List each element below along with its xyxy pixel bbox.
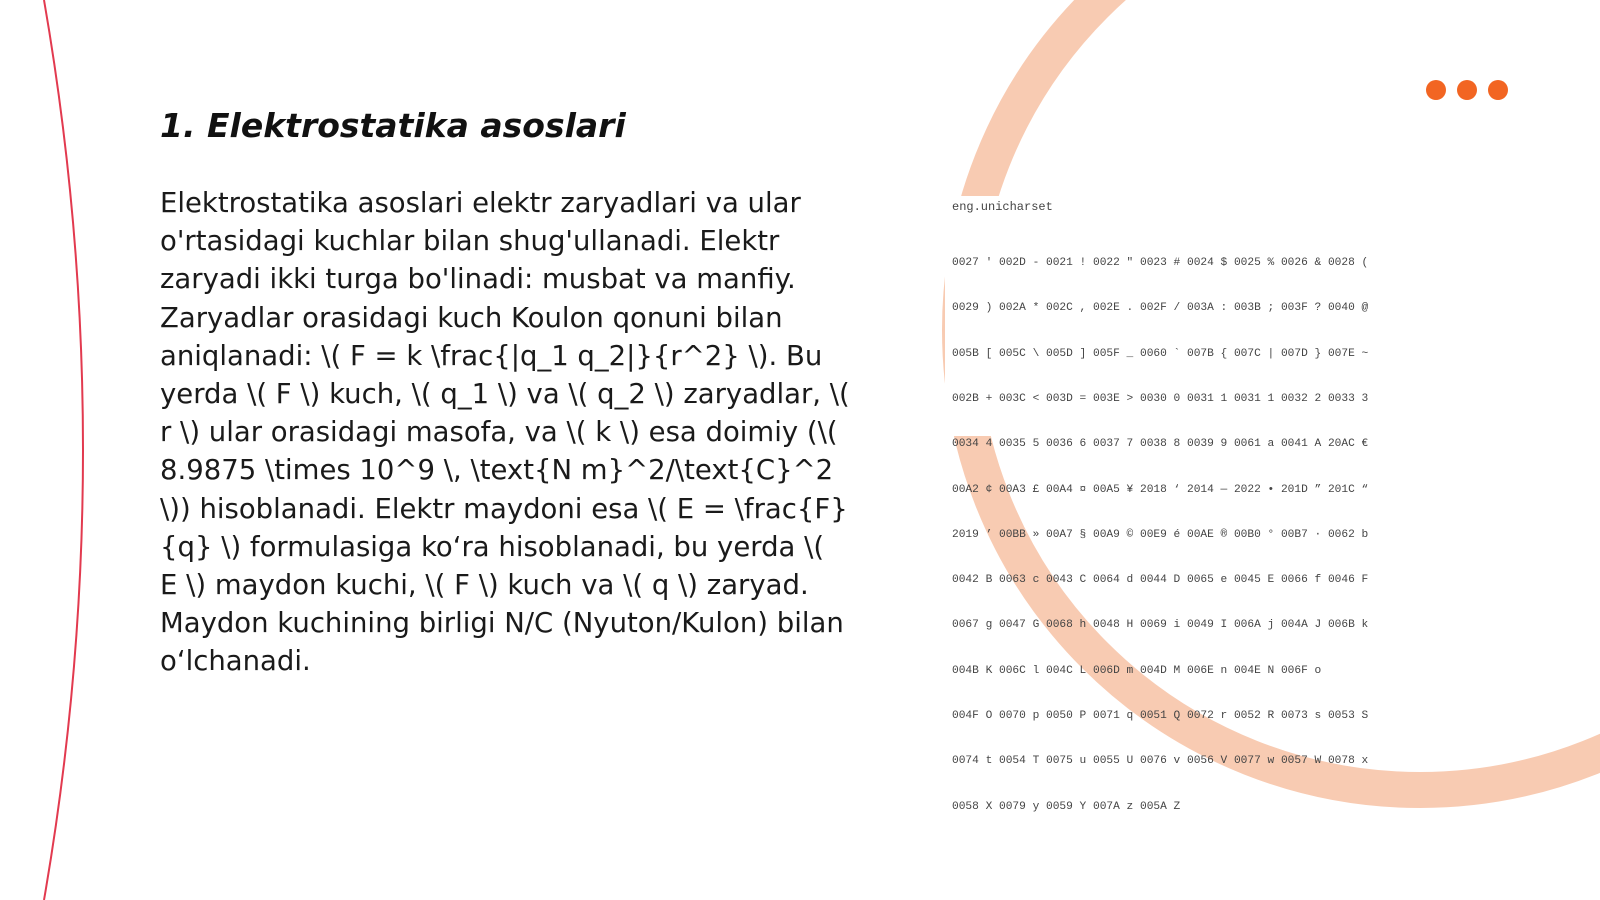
charset-row: 005B [ 005C \ 005D ] 005F _ 0060 ` 007B { 007C | 007D } 007E ~ <box>952 347 1369 360</box>
left-edge-curve <box>44 0 83 900</box>
charset-row: 0074 t 0054 T 0075 u 0055 U 0076 v 0056 V 0077 w 0057 W 0078 x <box>952 755 1369 768</box>
dot <box>1457 80 1477 100</box>
charset-row: 0027 ' 002D - 0021 ! 0022 " 0023 # 0024 $ 0025 % 0026 & 0028 ( <box>952 257 1369 270</box>
slide-title: 1. Elektrostatika asoslari <box>160 106 626 145</box>
charset-row: 0058 X 0079 y 0059 Y 007A z 005A Z <box>952 800 1181 813</box>
charset-filename: eng.unicharset <box>952 200 1053 214</box>
charset-row: 0067 g 0047 G 0068 h 0048 H 0069 i 0049 I 006A j 004A J 006B k <box>952 619 1369 632</box>
charset-row: 004F O 0070 p 0050 P 0071 q 0051 Q 0072 r 0052 R 0073 s 0053 S <box>952 710 1369 722</box>
three-dots-icon <box>1426 80 1512 100</box>
charset-row: 0034 4 0035 5 0036 6 0037 7 0038 8 0039 9 0061 a 0041 A 20AC € <box>952 438 1369 451</box>
charset-row: 002B + 003C < 003D = 003E > 0030 0 0031 1 0031 1 0032 2 0033 3 <box>952 393 1369 406</box>
dot <box>1426 80 1446 100</box>
charset-row: 00A2 ¢ 00A3 £ 00A4 ¤ 00A5 ¥ 2018 ‘ 2014 — 2022 • 201D ” 201C “ <box>952 483 1369 496</box>
dot <box>1488 80 1508 100</box>
charset-row: 004B K 006C l 004C L 006D m 004D M 006E n 004E N 006F o <box>952 664 1322 677</box>
charset-table <box>952 226 1368 845</box>
charset-row: 0042 B 0063 c 0043 C 0064 d 0044 D 0065 e 0045 E 0066 f 0046 F <box>952 574 1369 587</box>
slide-body-text: Elektrostatika asoslari elektr zaryadlari va ular o'rtasidagi kuchlar bilan shug'ullanadi. Elektr zaryadi ikki turga bo'linadi: musbat va manfiy. Zaryadlar orasidagi kuch Koulon qonuni bilan aniqlanadi: \( F = k \frac{|q_1 q_2|}{r^2} \). Bu yerda \( F \) kuch, \( q_1 \) va \( q_2 \) zaryadlar, \( r \) ular orasidagi masofa, va \( k \) esa doimiy (\( 8.9875 \times 10^9 \, \text{N m}^2/\text{C}^2 \)) hisoblanadi. Elektr maydoni esa \( E = \frac{F}{q} \) formulasiga ko‘ra hisoblanadi, bu yerda \( E \) maydon kuchi, \( F \) kuch va \( q \) zaryad. Maydon kuchining birligi N/C (Nyuton/Kulon) bilan o‘lchanadi. <box>160 187 850 678</box>
charset-row: 0029 ) 002A * 002C , 002E . 002F / 003A : 003B ; 003F ? 0040 @ <box>952 302 1369 315</box>
charset-row: 2019 ’ 00BB » 00A7 § 00A9 © 00E9 é 00AE ® 00B0 ° 00B7 · 0062 b <box>952 528 1369 541</box>
charset-image <box>945 196 1440 813</box>
